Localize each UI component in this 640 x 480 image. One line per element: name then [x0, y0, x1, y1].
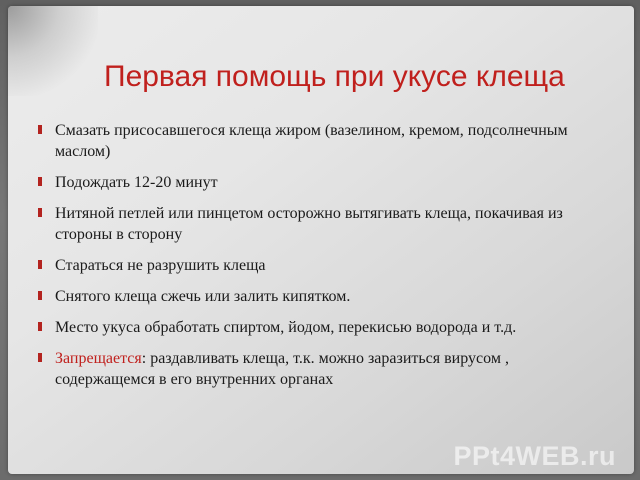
warning-bullet-item — [38, 348, 598, 390]
bullet-item — [38, 286, 598, 307]
bullet-text: Смазать присосавшегося клеща жиром (вазелином, кремом, подсолнечным маслом) — [55, 122, 568, 160]
bullet-item — [38, 172, 598, 193]
bullet-item — [38, 120, 598, 162]
bullet-marker-icon — [38, 291, 42, 300]
bullet-marker-icon — [38, 353, 42, 362]
bullet-marker-icon — [38, 322, 42, 331]
bullet-item — [38, 317, 598, 338]
watermark-logo: PPt4WEB.ru — [453, 441, 616, 471]
warning-text: : раздавливать клеща, т.к. можно заразиться вирусом , содержащемся в его внутренних органах — [55, 350, 509, 388]
bullet-text: Снятого клеща сжечь или залить кипятком. — [55, 288, 351, 305]
warning-label: Запрещается — [55, 350, 142, 367]
corner-shade — [8, 6, 98, 96]
bullet-text: Подождать 12-20 минут — [55, 174, 218, 191]
bullet-list — [38, 120, 598, 400]
bullet-text: Нитяной петлей или пинцетом осторожно вытягивать клеща, покачивая из стороны в сторону — [55, 205, 563, 243]
bullet-marker-icon — [38, 125, 42, 134]
bullet-text: Стараться не разрушить клеща — [55, 257, 266, 274]
bullet-item — [38, 203, 598, 245]
bullet-marker-icon — [38, 177, 42, 186]
slide-title: Первая помощь при укусе клеща — [104, 60, 565, 93]
bullet-marker-icon — [38, 260, 42, 269]
bullet-text: Место укуса обработать спиртом, йодом, перекисью водорода и т.д. — [55, 319, 517, 336]
bullet-marker-icon — [38, 208, 42, 217]
bullet-item — [38, 255, 598, 276]
